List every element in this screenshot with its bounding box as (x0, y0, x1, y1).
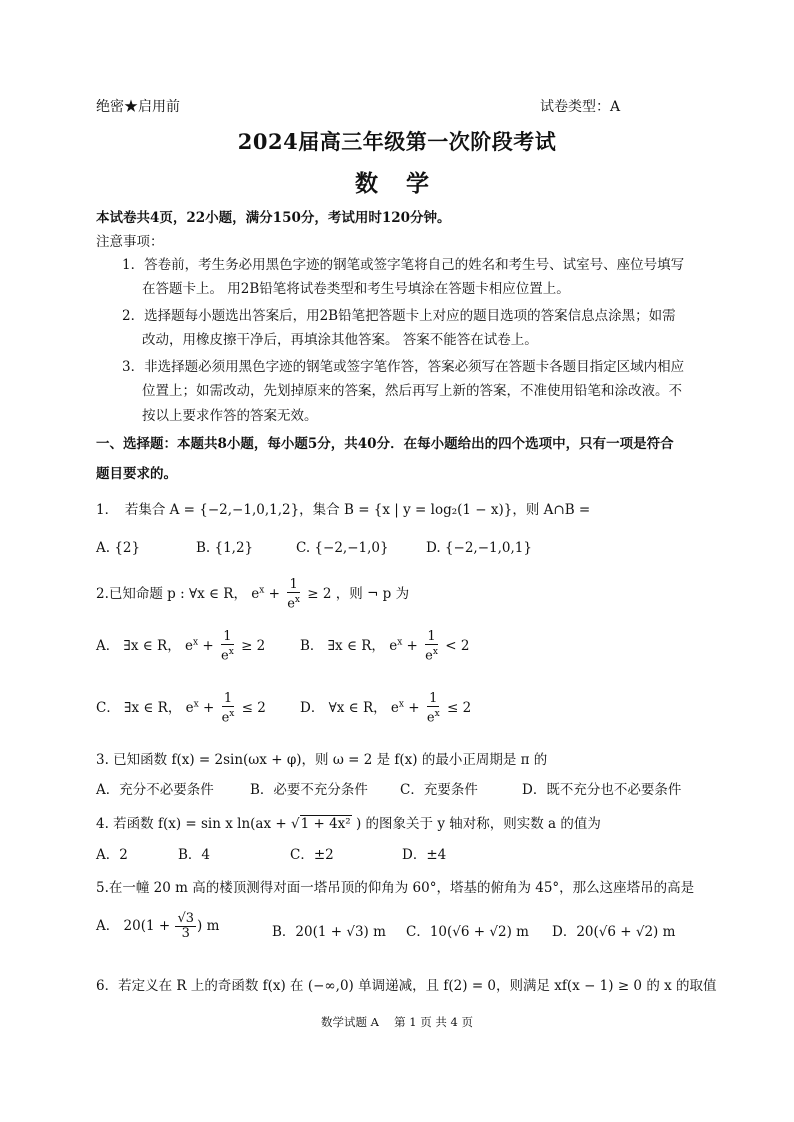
subject-title: 数 学 (354, 170, 439, 197)
question-3-option-a: A．充分不必要条件 (96, 782, 214, 798)
exam-title: 2024届高三年级第一次阶段考试 (237, 129, 557, 154)
question-1-option-a: A. {2} (96, 540, 141, 556)
option-relation: ≤ 2 (446, 700, 472, 717)
option-quantifier: ∃x ∈ R， (123, 638, 181, 655)
option-quantifier: ∃x ∈ R， (124, 700, 182, 717)
notice-3-line-1: 3．非选择题必须用黑色字迹的钢笔或签字笔作答，答案必须写在答题卡各题目指定区域内相应 (122, 359, 685, 375)
notice-3-line-2: 位置上；如需改动，先划掉原来的答案，然后再写上新的答案，不准使用铅笔和涂改液。不 (142, 383, 682, 399)
option-value: 10(√6 + √2) m (429, 924, 529, 940)
option-value: 20(√6 + √2) m (576, 924, 676, 940)
question-6-stem: 6．若定义在 R 上的奇函数 f(x) 在 (−∞,0) 单调递减，且 f(2) = 0，则满足 xf(x − 1) ≥ 0 的 x 的取值 (96, 978, 717, 994)
confidential-label: 绝密★启用前 (96, 99, 180, 115)
fraction: $\frac{1}{e^x}$ (221, 691, 235, 726)
option-letter: D． (300, 700, 325, 717)
question-3-option-b: B．必要不充分条件 (250, 782, 368, 798)
option-relation: < 2 (445, 638, 470, 655)
option-relation: ≤ 2 (241, 700, 266, 717)
fraction: $\frac{1}{e^x}$ (425, 629, 438, 664)
question-2-option-c: C． ∃x ∈ R， $e^x$ + $\frac{1}{e^x}$ ≤ 2 (96, 691, 266, 726)
option-letter: A． (96, 918, 120, 934)
option-value: 20(1 + √3) m (295, 924, 386, 940)
question-5-stem: 5.在一幢 20 m 高的楼顶测得对面一塔吊顶的仰角为 60°，塔基的俯角为 45°，那么这座塔吊的高是 (96, 880, 695, 896)
option-unit: m (206, 918, 220, 934)
question-2-option-b: B． ∃x ∈ R， $e^x$ + $\frac{1}{e^x}$ < 2 (300, 629, 470, 664)
question-4-option-d: D．±4 (402, 847, 447, 863)
paper-type-label: 试卷类型：A (540, 99, 621, 115)
question-3-stem: 3. 已知函数 f(x) = 2sin(ωx + φ)，则 ω = 2 是 f(x) 的最小正周期是 π 的 (96, 752, 548, 768)
question-2-stem-post: ≥ 2 ，则 ¬ p 为 (303, 586, 410, 603)
question-5-option-b (272, 920, 386, 940)
notice-3-line-3: 按以上要求作答的答案无效。 (142, 408, 318, 424)
option-letter: B． (272, 924, 296, 940)
question-3-option-c: C．充要条件 (400, 782, 478, 798)
fraction-numerator: √3 (177, 911, 195, 926)
option-letter: A． (96, 638, 120, 655)
question-1-stem: 1． 若集合 A = {−2,−1,0,1,2}，集合 B = {x | y = log₂(1 − x)}，则 A∩B = (96, 502, 591, 518)
notice-1-line-1: 1．答卷前，考生务必用黑色字迹的钢笔或签字笔将自己的姓名和考生号、试室号、座位号填写 (122, 257, 685, 273)
fraction-denominator: 3 (181, 926, 190, 941)
option-letter: C． (96, 700, 120, 717)
option-letter: D． (552, 924, 577, 940)
fraction: $\frac{1}{e^x}$ (221, 629, 234, 664)
square-root-radicand: 1 + 4x² (300, 816, 351, 832)
exam-intro: 本试卷共4页，22小题，满分150分，考试用时120分钟。 (96, 210, 451, 226)
question-5-option-a: A． 20(1 + $\frac{√3}{3}$ ) m (96, 911, 220, 941)
option-value: 20 (123, 918, 141, 934)
question-4-option-a: A．2 (96, 847, 128, 863)
question-2-option-a: A． ∃x ∈ R， $e^x$ + $\frac{1}{e^x}$ ≥ 2 (96, 629, 266, 664)
question-2-option-d: D． ∀x ∈ R， $e^x$ + $\frac{1}{e^x}$ ≤ 2 (300, 691, 472, 726)
section-1-heading-line-1: 一、选择题：本题共8小题，每小题5分，共40分．在每小题给出的四个选项中，只有一项是符合 (96, 436, 674, 452)
fraction (175, 912, 196, 941)
question-1-option-d: D. {−2,−1,0,1} (426, 540, 532, 556)
question-5-option-d (552, 920, 675, 940)
question-2-stem-pre: 2.已知命题 p : ∀x ∈ R， e (96, 586, 260, 603)
question-4-stem-pre: 4. 若函数 f(x) = sin x ln(ax + (96, 816, 291, 832)
notice-1-line-2: 在答题卡上。 用2B铅笔将试卷类型和考生号填涂在答题卡相应位置上。 (142, 281, 570, 297)
question-4-stem-post: ) 的图象关于 y 轴对称，则实数 a 的值为 (351, 816, 601, 832)
question-4-option-c: C．±2 (290, 847, 334, 863)
notice-2-line-2: 改动，用橡皮擦干净后，再填涂其他答案。 答案不能答在试卷上。 (142, 332, 538, 348)
fraction: $\frac{1}{e^x}$ (287, 577, 300, 612)
option-relation: ≥ 2 (241, 638, 266, 655)
option-letter: C． (406, 924, 430, 940)
fraction: $\frac{1}{e^x}$ (426, 691, 440, 726)
question-4-option-b: B．4 (178, 847, 211, 863)
section-1-heading-line-2: 题目要求的。 (96, 466, 177, 482)
notice-heading: 注意事项： (96, 234, 164, 250)
option-letter: B． (300, 638, 324, 655)
question-5-option-c (406, 920, 529, 940)
question-1-option-c: C. {−2,−1,0} (296, 540, 389, 556)
option-quantifier: ∀x ∈ R， (328, 700, 387, 717)
question-1-option-b: B. {1,2} (196, 540, 254, 556)
option-quantifier: ∃x ∈ R， (327, 638, 385, 655)
page-footer: 数学试题 A 第 1 页 共 4 页 (320, 1015, 474, 1029)
question-3-option-d: D．既不充分也不必要条件 (522, 782, 682, 798)
question-4-stem: 4. 若函数 f(x) = sin x ln(ax + √1 + 4x² ) 的图象关于 y 轴对称，则实数 a 的值为 (96, 816, 601, 832)
question-2-stem: 2.已知命题 p : ∀x ∈ R， $e^x$ + $\frac{1}{e^x}$ ≥ 2 ，则 ¬ p 为 (96, 577, 410, 612)
notice-2-line-1: 2．选择题每小题选出答案后，用2B铅笔把答题卡上对应的题目选项的答案信息点涂黑；如需 (122, 308, 676, 324)
